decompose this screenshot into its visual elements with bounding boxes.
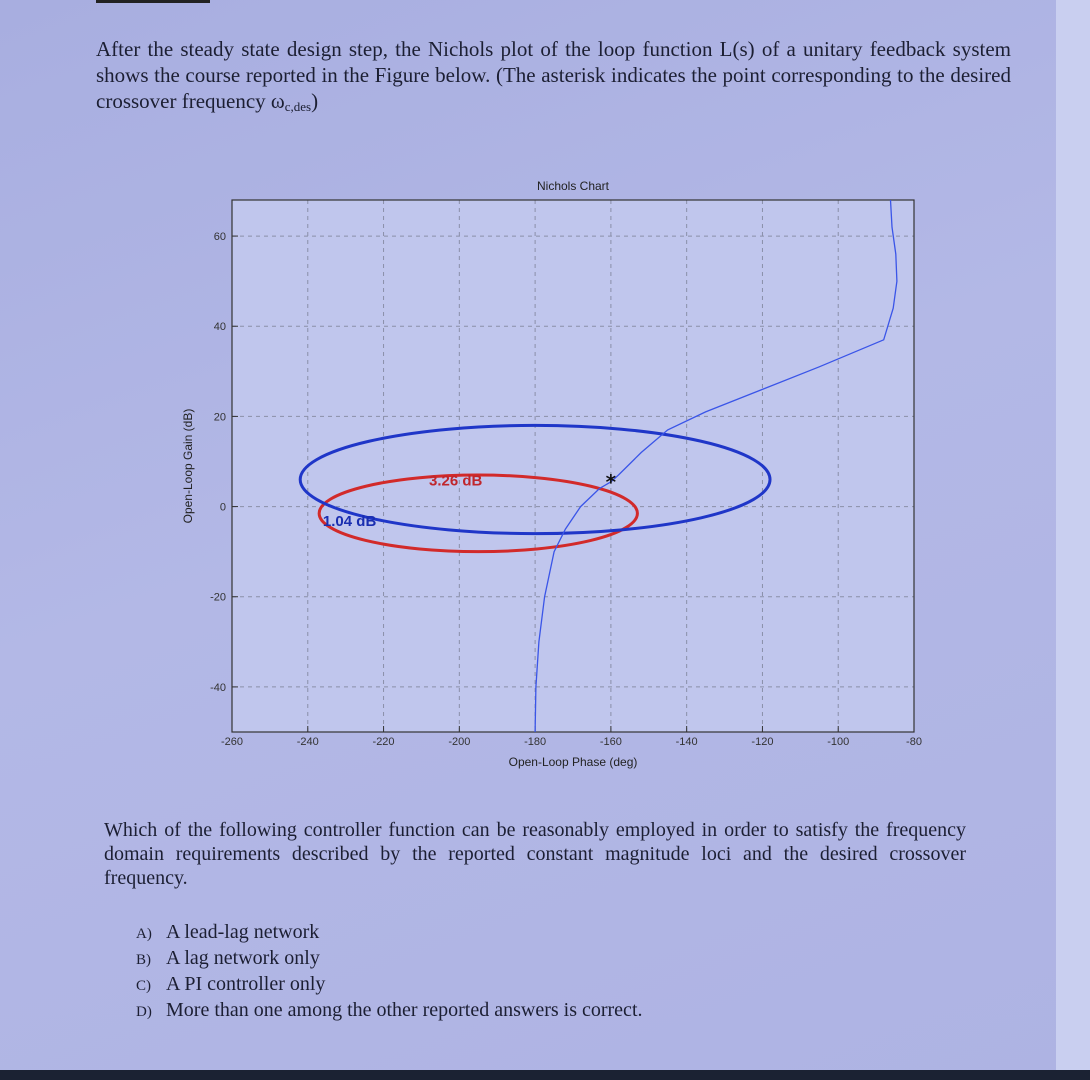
y-axis-label: Open-Loop Gain (dB) (181, 408, 195, 524)
problem-text: After the steady state design step, the Nichols plot of the loop function L(s) of a unitary feedback system shows the course reported in the Figure below. (The asterisk indicates the point corresponding to the desired crossover frequency ω (96, 37, 1011, 113)
x-tick-label: -160 (599, 736, 622, 748)
x-tick-label: -200 (448, 736, 471, 748)
m-contour-label: 1.04 dB (322, 513, 377, 531)
y-tick-label: -40 (210, 681, 226, 694)
x-tick-label: -120 (751, 736, 774, 748)
chart-markers (606, 470, 617, 494)
answer-letter: B) (136, 952, 151, 968)
crossover-asterisk-marker: * (605, 469, 617, 494)
answer-letter: A) (136, 926, 152, 942)
y-tick-label: 60 (213, 231, 226, 244)
m-contour-label: 3.26 dB (429, 472, 483, 490)
y-tick-label: 0 (219, 501, 226, 514)
y-tick-label: 20 (213, 411, 226, 424)
y-tick-label: -20 (210, 591, 226, 604)
x-tick-label: -140 (675, 736, 698, 748)
x-tick-label: -260 (220, 736, 244, 748)
question-text: Which of the following controller function can be reasonably employed in order to satisfy the frequency domain requirements described by the reported constant magnitude loci and the desired crossover frequency. (104, 819, 966, 889)
answer-c[interactable] (136, 972, 836, 998)
answer-b[interactable] (136, 946, 836, 972)
answer-d[interactable] (136, 998, 836, 1024)
answer-text: More than one among the other reported answers is correct. (166, 999, 643, 1021)
x-tick-label: -80 (906, 736, 922, 748)
problem-closing: ) (311, 89, 319, 113)
answer-text: A lead-lag network (166, 921, 320, 943)
answer-text: A PI controller only (166, 973, 326, 995)
x-tick-label: -180 (524, 736, 547, 748)
x-tick-label: -100 (827, 736, 850, 748)
answer-letter: C) (136, 978, 151, 994)
answer-text: A lag network only (166, 947, 320, 969)
answer-letter: D) (136, 1004, 152, 1020)
chart-title: Nichols Chart (536, 179, 610, 193)
answer-a[interactable] (136, 920, 836, 946)
plot-area (232, 200, 914, 732)
y-tick-label: 40 (213, 321, 226, 334)
x-tick-label: -220 (372, 736, 395, 748)
answer-list (136, 920, 836, 1024)
x-tick-label: -240 (296, 736, 319, 748)
problem-subscript: c,des (284, 99, 312, 114)
x-axis-label: Open-Loop Phase (deg) (508, 755, 638, 769)
